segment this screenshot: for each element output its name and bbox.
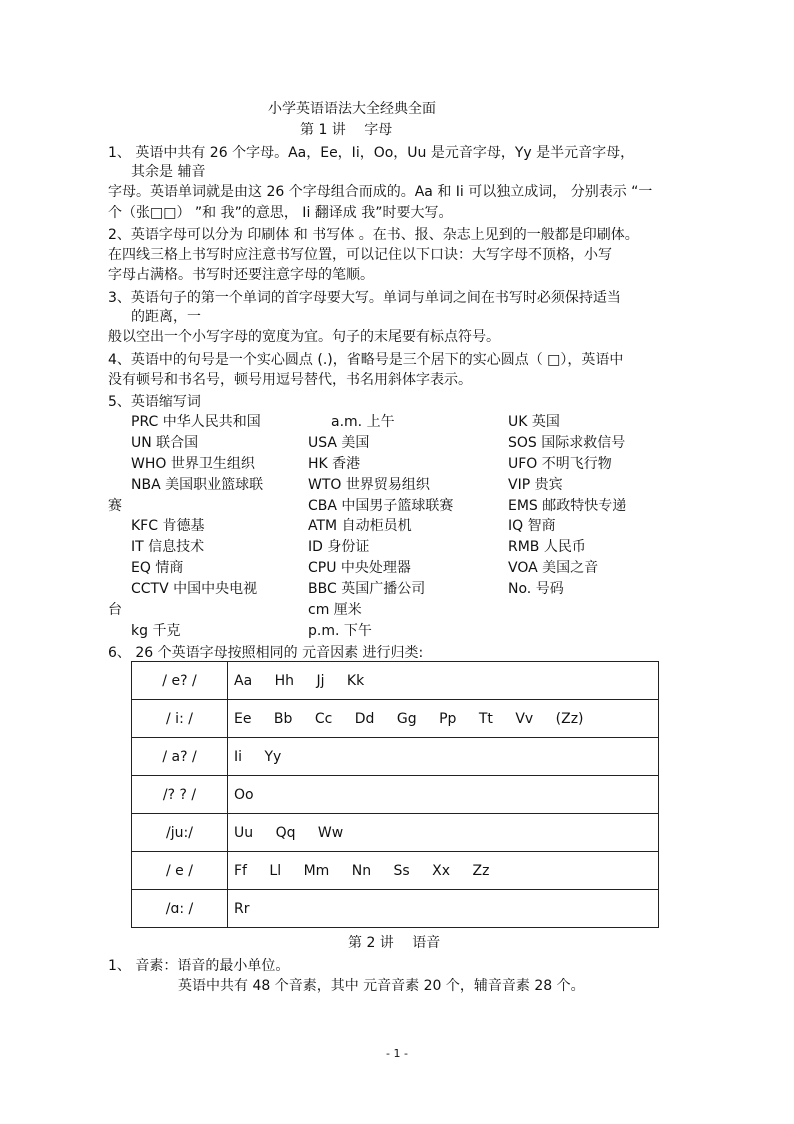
table-row [132,890,659,928]
abbr-item: No. 号码 [508,581,564,597]
abbr-item: UFO 不明飞行物 [508,456,612,472]
abbr-item: RMB 人民币 [508,539,586,555]
paragraph-2-line-1: 2、英语字母可以分为 印刷体 和 书写体 。在书、报、杂志上见到的一般都是印刷体。 [108,227,639,243]
abbr-item: IQ 智商 [508,518,556,534]
lesson-2-paragraph-1: 1、 音素：语音的最小单位。 [108,958,290,974]
abbr-item: ID 身份证 [308,539,370,555]
paragraph-4-line-2: 没有顿号和书名号，顿号用逗号替代，书名用斜体字表示。 [108,372,472,388]
vowel-sound-cell: /ju:/ [132,814,228,852]
abbr-item: WTO 世界贸易组织 [308,477,430,493]
vowel-sound-cell: / e / [132,852,228,890]
page-number: - 1 - [386,1047,408,1060]
paragraph-3-line-2: 的距离，一 [131,309,201,325]
abbr-item: VIP 贵宾 [508,477,563,493]
abbr-item: CCTV 中国中央电视 [131,581,258,597]
paragraph-1-line-2: 其余是 辅音 [131,164,206,180]
vowel-sound-cell: /ɑ: / [132,890,228,928]
abbr-item: HK 香港 [308,456,361,472]
paragraph-5-heading: 5、英语缩写词 [108,394,201,410]
vowel-grouping-table [131,661,659,928]
vowel-sound-cell: / e? / [132,662,228,700]
abbr-item: USA 美国 [308,435,370,451]
letters-cell: Ee Bb Cc Dd Gg Pp Tt Vv (Zz) [228,700,659,738]
paragraph-3-line-1: 3、英语句子的第一个单词的首字母要大写。单词与单词之间在书写时必须保持适当 [108,290,621,306]
paragraph-1-line-1: 1、 英语中共有 26 个字母。Aa，Ee，Ii，Oo，Uu 是元音字母，Yy 是半元音字母， [108,145,635,161]
lesson-1-heading: 第 1 讲 字母 [300,122,393,138]
abbr-item: KFC 肯德基 [131,518,205,534]
document-title: 小学英语语法大全经典全面 [268,101,436,117]
abbr-item: cm 厘米 [308,602,362,618]
abbr-item: CBA 中国男子篮球联赛 [308,498,454,514]
paragraph-1-line-3: 字母。英语单词就是由这 26 个字母组合而成的。Aa 和 Ii 可以独立成词， 分别表示 “一 [108,184,653,200]
vowel-sound-cell: / i: / [132,700,228,738]
letters-cell: Ii Yy [228,738,659,776]
abbr-item: UN 联合国 [131,435,199,451]
abbr-item: CPU 中央处理器 [308,560,411,576]
letters-cell: Rr [228,890,659,928]
table-row [132,814,659,852]
lesson-2-heading: 第 2 讲 语音 [348,935,441,951]
abbr-item: WHO 世界卫生组织 [131,456,255,472]
paragraph-4-line-1: 4、英语中的句号是一个实心圆点 (.)，省略号是三个居下的实心圆点（ □），英语中 [108,352,624,368]
abbr-item: IT 信息技术 [131,539,205,555]
abbr-item: PRC 中华人民共和国 [131,414,261,430]
abbr-item: ATM 自动柜员机 [308,518,412,534]
table-row [132,662,659,700]
letters-cell: Aa Hh Jj Kk [228,662,659,700]
paragraph-2-line-2: 在四线三格上书写时应注意书写位置，可以记住以下口诀：大写字母不顶格，小写 [108,247,612,263]
abbr-item-wrap: 赛 [108,498,122,514]
table-row [132,700,659,738]
abbr-item: SOS 国际求救信号 [508,435,626,451]
table-row [132,776,659,814]
abbr-item: EQ 情商 [131,560,184,576]
abbr-item: kg 千克 [131,623,181,639]
vowel-sound-cell: / a? / [132,738,228,776]
abbr-item-wrap: 台 [108,602,122,618]
abbr-item: VOA 美国之音 [508,560,599,576]
lesson-2-paragraph-2: 英语中共有 48 个音素，其中 元音音素 20 个，辅音音素 28 个。 [178,978,585,994]
letters-cell: Ff Ll Mm Nn Ss Xx Zz [228,852,659,890]
paragraph-3-line-3: 般以空出一个小写字母的宽度为宜。句子的末尾要有标点符号。 [108,329,500,345]
abbr-item: BBC 英国广播公司 [308,581,426,597]
paragraph-1-line-4: 个（张□□） ”和 我”的意思， Ii 翻译成 我”时要大写。 [108,205,453,221]
paragraph-2-line-3: 字母占满格。书写时还要注意字母的笔顺。 [108,267,374,283]
vowel-sound-cell: /? ? / [132,776,228,814]
letters-cell: Uu Qq Ww [228,814,659,852]
abbr-item: a.m. 上午 [331,414,395,430]
abbr-item: NBA 美国职业篮球联 [131,477,264,493]
letters-cell: Oo [228,776,659,814]
table-row [132,852,659,890]
abbr-item: EMS 邮政特快专递 [508,498,627,514]
table-row [132,738,659,776]
abbr-item: UK 英国 [508,414,560,430]
paragraph-6-heading: 6、 26 个英语字母按照相同的 元音因素 进行归类: [108,645,424,661]
abbr-item: p.m. 下午 [308,623,372,639]
